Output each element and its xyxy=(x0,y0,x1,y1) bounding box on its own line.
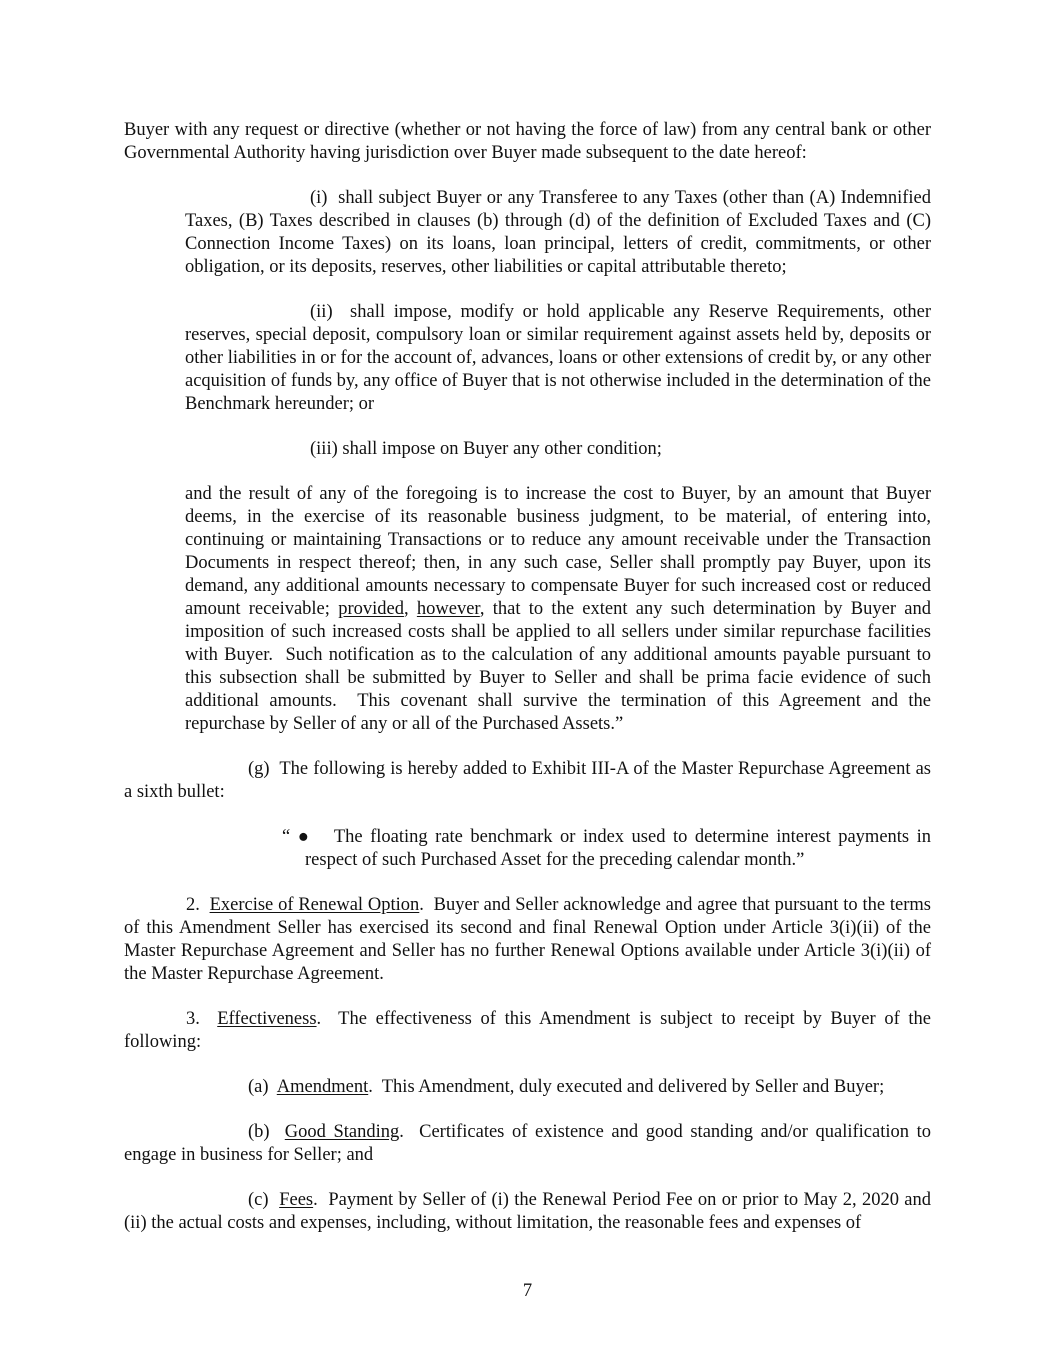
section-3-body: . The effectiveness of this Amendment is subject to receipt by Buyer of the following: xyxy=(124,1009,932,1052)
however-term: however xyxy=(416,599,480,619)
section-2-body: . Buyer and Seller acknowledge and agree that pursuant to the terms of this Amendment Seller has exercised its second and final Renewal Option under Article 3(i)(ii) of the Master Repurchase Agreement and Seller has no further Renewal Options available under Article 3(i)(ii) of the Master Repurchase Agreement. xyxy=(124,895,931,984)
item-b-body: . Certificates of existence and good standing and/or qualification to engage in business for Seller; and xyxy=(124,1122,931,1165)
clause-i: (i) shall subject Buyer or any Transferee to any Taxes (other than (A) Indemnified Taxes, (B) Taxes described in clauses (b) through (d) of the definition of Excluded Taxes and (C) Connection Income Taxes) on its loans, loan principal, letters of credit, commitments, or other obligation, or its deposits, reserves, other liabilities or capital attributable thereto; xyxy=(185,188,931,277)
section-2-heading: Exercise of Renewal Option xyxy=(209,895,420,915)
item-a-body: . This Amendment, duly executed and delivered by Seller and Buyer; xyxy=(368,1077,885,1097)
paragraph-g: (g) The following is hereby added to Exhibit III-A of the Master Repurchase Agreement as a sixth bullet: xyxy=(124,759,931,802)
item-c-heading: Fees xyxy=(279,1190,314,1210)
section-3-number: 3. xyxy=(186,1009,218,1029)
item-b-heading: Good Standing xyxy=(284,1122,400,1142)
section-2-exercise-of-renewal-option xyxy=(124,894,931,986)
clause-iii: (iii) shall impose on Buyer any other condition; xyxy=(310,439,662,459)
paragraph-intro: Buyer with any request or directive (whether or not having the force of law) from any central bank or other Governmental Authority having jurisdiction over Buyer made subsequent to the date hereof: xyxy=(124,120,931,163)
item-c-body: . Payment by Seller of (i) the Renewal Period Fee on or prior to May 2, 2020 and (ii) the actual costs and expenses, including, without limitation, the reasonable fees and expenses of xyxy=(124,1190,931,1233)
result-separator: , xyxy=(403,599,417,619)
item-a-amendment xyxy=(124,1076,931,1099)
provided-term: provided xyxy=(338,599,404,619)
page-content xyxy=(124,119,931,1257)
bullet-item: “ ● The floating rate benchmark or index used to determine interest payments in respect of such Purchased Asset for the preceding calendar month.” xyxy=(282,827,931,870)
item-a-heading: Amendment xyxy=(276,1077,369,1097)
clause-ii: (ii) shall impose, modify or hold applicable any Reserve Requirements, other reserves, special deposit, compulsory loan or similar requirement against assets held by, deposits or other liabilities in or for the account of, advances, loans or other extensions of credit by, or any other acquisition of funds by, any office of Buyer that is not otherwise included in the determination of the Benchmark hereunder; or xyxy=(185,302,931,414)
result-text-after-however: , that to the extent any such determination by Buyer and imposition of such increased costs shall be applied to all sellers under similar repurchase facilities with Buyer. Such notification as to the calculation of any additional amounts payable pursuant to this subsection shall be submitted by Buyer to Seller and shall be prima facie evidence of such additional amounts. This covenant shall survive the termination of this Agreement and the repurchase by Seller of any or all of the Purchased Assets.” xyxy=(185,599,931,734)
result-text-before-provided: and the result of any of the foregoing is to increase the cost to Buyer, by an amount that Buyer deems, in the exercise of its reasonable business judgment, to be material, of entering into, continuing or maintaining Transactions or to reduce any amount receivable under the Transaction Documents in respect thereof; then, in any such case, Seller shall promptly pay Buyer, upon its demand, any additional amounts necessary to compensate Buyer for such increased cost or reduced amount receivable; xyxy=(185,484,931,619)
item-a-label: (a) xyxy=(248,1077,277,1097)
item-c-fees xyxy=(124,1189,931,1235)
section-3-heading: Effectiveness xyxy=(217,1009,317,1029)
item-b-good-standing xyxy=(124,1121,931,1167)
item-c-label: (c) xyxy=(248,1190,280,1210)
item-b-label: (b) xyxy=(248,1122,285,1142)
section-2-number: 2. xyxy=(186,895,210,915)
paragraph-result xyxy=(185,483,931,736)
section-3-effectiveness xyxy=(124,1008,931,1054)
page-number: 7 xyxy=(522,1281,533,1301)
